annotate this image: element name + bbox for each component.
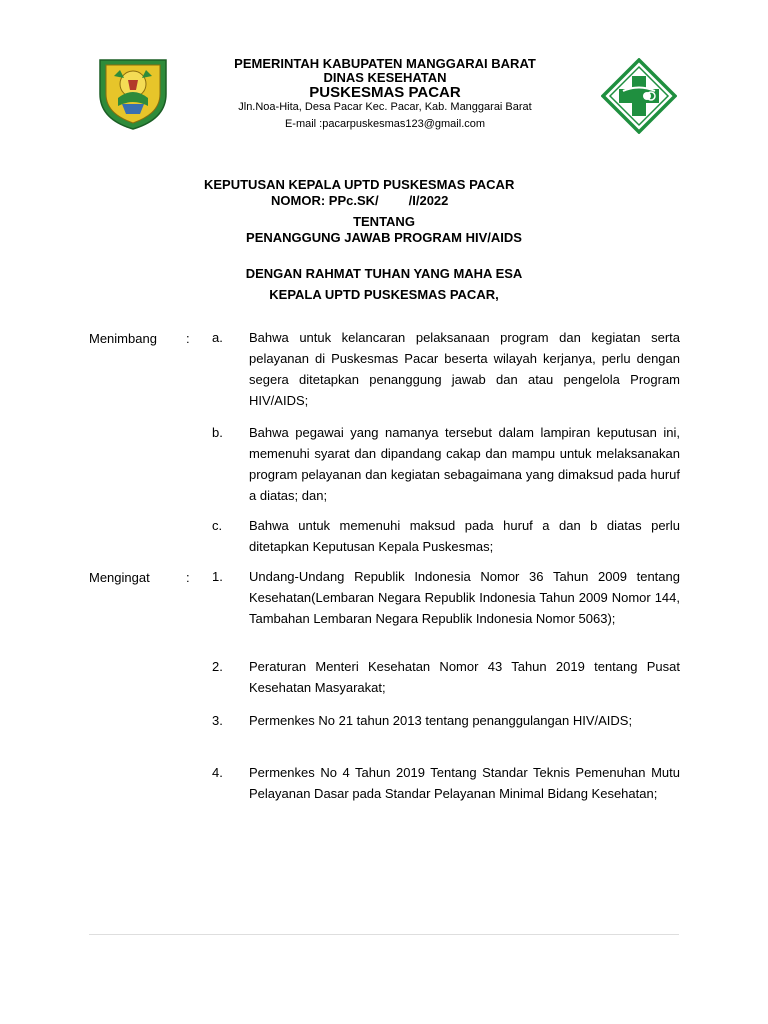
item-marker: a. bbox=[212, 330, 223, 345]
decree-number-suffix: /I/2022 bbox=[408, 193, 449, 208]
mengingat-item bbox=[212, 656, 680, 698]
menimbang-colon: : bbox=[186, 331, 190, 346]
item-text: Undang-Undang Republik Indonesia Nomor 36 Tahun 2009 tentang Kesehatan(Lembaran Negara Republik Indonesia Tahun 2009 Nomor 144, Tambahan Lembaran Negara Republik Indonesia Nomor 5063); bbox=[249, 569, 680, 626]
menimbang-item bbox=[212, 327, 680, 411]
item-marker: 4. bbox=[212, 765, 223, 780]
mengingat-label: Mengingat bbox=[89, 570, 150, 585]
item-marker: b. bbox=[212, 425, 223, 440]
menimbang-item bbox=[212, 515, 680, 557]
letterhead-department: DINAS KESEHATAN bbox=[323, 70, 447, 85]
item-text: Permenkes No 4 Tahun 2019 Tentang Standar Teknis Pemenuhan Mutu Pelayanan Dasar pada Standar Pelayanan Minimal Bidang Kesehatan; bbox=[249, 765, 680, 801]
mengingat-item bbox=[212, 566, 680, 629]
item-text: Bahwa untuk kelancaran pelaksanaan program dan kegiatan serta pelayanan di Puskesmas Pacar beserta wilayah kerjanya, perlu dengan segera ditetapkan penanggung jawab dan atau pengelola Program HIV/AIDS; bbox=[249, 330, 680, 408]
item-text: Bahwa untuk memenuhi maksud pada huruf a dan b diatas perlu ditetapkan Keputusan Kepala Puskesmas; bbox=[249, 518, 680, 554]
mengingat-colon: : bbox=[186, 570, 190, 585]
letterhead-address: Jln.Noa-Hita, Desa Pacar Kec. Pacar, Kab. Manggarai Barat bbox=[238, 101, 532, 113]
puskesmas-logo bbox=[601, 58, 677, 134]
item-text: Peraturan Menteri Kesehatan Nomor 43 Tahun 2019 tentang Pusat Kesehatan Masyarakat; bbox=[249, 659, 680, 695]
item-marker: 1. bbox=[212, 569, 223, 584]
item-marker: c. bbox=[212, 518, 223, 533]
decree-number-prefix: NOMOR: PPc.SK/ bbox=[271, 193, 379, 208]
mengingat-item bbox=[212, 710, 680, 731]
decree-subject: PENANGGUNG JAWAB PROGRAM HIV/AIDS bbox=[246, 230, 522, 245]
menimbang-label: Menimbang bbox=[89, 331, 157, 346]
decree-authority: KEPALA UPTD PUSKESMAS PACAR, bbox=[269, 287, 499, 302]
decree-about: TENTANG bbox=[353, 214, 415, 229]
item-text: Bahwa pegawai yang namanya tersebut dalam lampiran keputusan ini, memenuhi syarat dan dipandang cakap dan mampu untuk melaksanakan program pelayanan dan kegiatan sebagaimana yang dimaksud pada huruf a diatas; dan; bbox=[249, 425, 680, 503]
item-marker: 3. bbox=[212, 713, 223, 728]
decree-title: KEPUTUSAN KEPALA UPTD PUSKESMAS PACAR bbox=[204, 177, 515, 192]
letterhead-email: E-mail :pacarpuskesmas123@gmail.com bbox=[284, 118, 486, 130]
letterhead-institution: PUSKESMAS PACAR bbox=[309, 84, 461, 101]
mengingat-item bbox=[212, 762, 680, 804]
regency-emblem-logo bbox=[94, 54, 172, 130]
page-bottom-divider bbox=[89, 934, 679, 935]
item-marker: 2. bbox=[212, 659, 223, 674]
letterhead-government: PEMERINTAH KABUPATEN MANGGARAI BARAT bbox=[234, 56, 536, 71]
menimbang-item bbox=[212, 422, 680, 506]
decree-invocation: DENGAN RAHMAT TUHAN YANG MAHA ESA bbox=[245, 266, 523, 281]
item-text: Permenkes No 21 tahun 2013 tentang penanggulangan HIV/AIDS; bbox=[249, 713, 633, 728]
decree-number bbox=[271, 193, 448, 208]
